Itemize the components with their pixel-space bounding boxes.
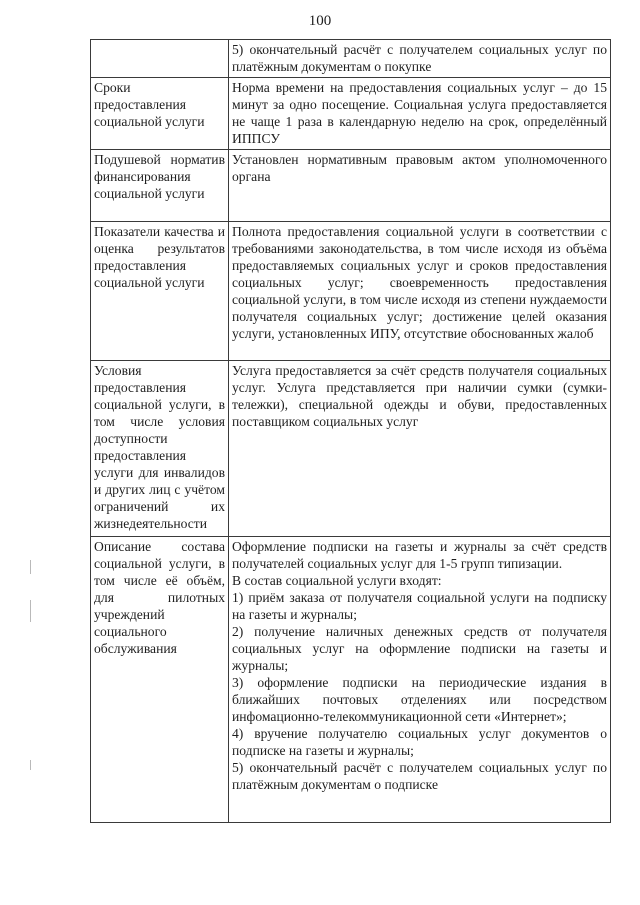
row-content	[229, 537, 611, 823]
content-paragraph: 4) вручение получателю социальных услуг документов о подписке на газеты и журналы;	[232, 726, 607, 758]
row-content	[229, 361, 611, 537]
scan-artifact	[30, 560, 31, 574]
table-row	[91, 150, 611, 222]
row-content	[229, 150, 611, 222]
table-row	[91, 78, 611, 150]
content-paragraph: В состав социальной услуги входят:	[232, 573, 442, 588]
table-row	[91, 537, 611, 823]
content-paragraph: Установлен нормативным правовым актом уполномоченного органа	[232, 152, 607, 184]
content-paragraph: Услуга предоставляется за счёт средств получателя социальных услуг. Услуга представляется при наличии сумки (сумки-тележки), специальной одежды и обуви, предоставленных поставщиком социальных услуг	[232, 363, 607, 429]
row-content	[229, 40, 611, 78]
content-paragraph: Оформление подписки на газеты и журналы за счёт средств получателей социальных услуг для 1-5 групп типизации.	[232, 539, 607, 571]
row-label: Показатели качества и оценка результатов предоставления социальной услуги	[91, 222, 229, 361]
content-paragraph: Полнота предоставления социальной услуги в соответствии с требованиями законодательства, в том числе исходя из объёма предоставляемых социальных услуг и сроков предоставления социальных услуг; своевременность предоставления социальной услуги, в том числе исходя из степени нуждаемости получателя социальных услуг; достижение целей оказания услуги, установленных ИПУ, отсутствие обоснованных жалоб	[232, 224, 607, 341]
content-paragraph: 3) оформление подписки на периодические издания в ближайших почтовых отделениях или посредством инфомационно-телекоммуникационной сети «Интернет»;	[232, 675, 607, 724]
content-paragraph: Норма времени на предоставления социальных услуг – до 15 минут за одно посещение. Социальная услуга предоставляется не чаще 1 раза в календарную неделю на срок, определённый ИППСУ	[232, 80, 607, 146]
row-label: Описание состава социальной услуги, в том числе её объём, для пилотных учреждений социального обслуживания	[91, 537, 229, 823]
page-number: 100	[308, 13, 332, 29]
row-label: Подушевой норматив финансирования социальной услуги	[91, 150, 229, 222]
services-table	[90, 39, 611, 823]
content-paragraph: 1) приём заказа от получателя социальной услуги на подписку на газеты и журналы;	[232, 590, 607, 622]
row-content	[229, 222, 611, 361]
row-label: Сроки предоставления социальной услуги	[91, 78, 229, 150]
scan-artifact	[30, 760, 31, 770]
table-row	[91, 361, 611, 537]
content-paragraph: 5) окончательный расчёт с получателем социальных услуг по платёжным документам о покупке	[232, 42, 607, 74]
row-content	[229, 78, 611, 150]
scan-artifact	[30, 600, 31, 622]
table-row	[91, 222, 611, 361]
row-label	[91, 40, 229, 78]
row-label: Условия предоставления социальной услуги, в том числе условия доступности предоставления услуги для инвалидов и других лиц с учётом ограничений их жизнедеятельности	[91, 361, 229, 537]
content-paragraph: 5) окончательный расчёт с получателем социальных услуг по платёжным документам о подписке	[232, 760, 607, 792]
table-row	[91, 40, 611, 78]
content-paragraph: 2) получение наличных денежных средств от получателя социальных услуг на оформление подписки на газеты и журналы;	[232, 624, 607, 673]
